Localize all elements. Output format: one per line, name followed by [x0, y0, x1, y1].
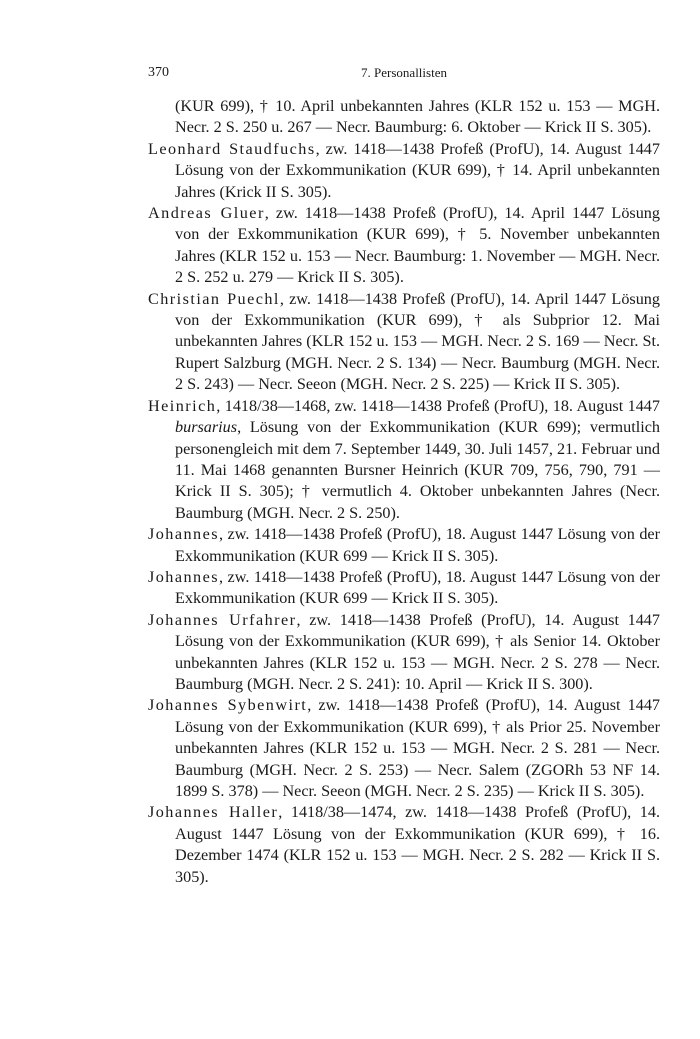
- entry-name: Christian Puechl: [148, 289, 280, 308]
- entry-text: , zw. 1418—1438 Profeß (ProfU), 14. August 1447 Lösung von der Exkommunikation (KUR 699), † 14. April unbekannten Jahres (Krick II S. 305).: [175, 139, 660, 201]
- entry-name: Johannes: [148, 525, 220, 544]
- entry-text: , zw. 1418—1438 Profeß (ProfU), 14. August 1447 Lösung von der Exkommunikation (KUR 699), † als Senior 14. Oktober unbekannten Jahres (KLR 152 u. 153 — MGH. Necr. 2 S. 278 — Necr. Baumburg (MGH. Necr. 2 S. 241): 10. April — Krick II S. 300).: [175, 610, 660, 693]
- continuation-text: (KUR 699), † 10. April unbekannten Jahres (KLR 152 u. 153 — MGH. Necr. 2 S. 250 u. 267 — Necr. Baumburg: 6. Oktober — Krick II S. 305).: [175, 97, 660, 137]
- body-text: [148, 96, 660, 888]
- entry-name: Heinrich: [148, 396, 217, 415]
- entry-text: , zw. 1418—1438 Profeß (ProfU), 14. April 1447 Lösung von der Exkommunikation (KUR 699), † als Subprior 12. Mai unbekannten Jahres (KLR 152 u. 153 — MGH. Necr. 2 S. 169 — Necr. St. Rupert Salzburg (MGH. Necr. 2 S. 134) — Necr. Baumburg (MGH. Necr. 2 S. 243) — Necr. Seeon (MGH. Necr. 2 S. 225) — Krick II S. 305).: [175, 289, 660, 394]
- entry-italic-term: bursarius: [175, 418, 238, 437]
- page-number: 370: [148, 65, 169, 80]
- entry-text: , zw. 1418—1438 Profeß (ProfU), 18. August 1447 Lösung von der Exkommunikation (KUR 699 — Krick II S. 305).: [175, 567, 660, 608]
- page-header: [148, 65, 660, 85]
- entry-name: Johannes Haller: [148, 803, 279, 822]
- entry-name: Johannes Sybenwirt: [148, 696, 308, 715]
- entry-johannes-2: [148, 567, 660, 610]
- continuation-paragraph: [148, 96, 660, 139]
- entry-text-lead: , 1418/38—1468, zw. 1418—1438 Profeß (ProfU), 18. August 1447: [216, 396, 660, 415]
- entry-puechl: [148, 289, 660, 396]
- entry-johannes-1: [148, 524, 660, 567]
- entry-sybenwirt: [148, 695, 660, 802]
- entry-gluer: [148, 203, 660, 289]
- running-title: 7. Personallisten: [361, 65, 447, 80]
- entry-text: , 1418/38—1474, zw. 1418—1438 Profeß (ProfU), 14. August 1447 Lösung von der Exkommunikation (KUR 699), † 16. Dezember 1474 (KLR 152 u. 153 — MGH. Necr. 2 S. 282 — Krick II S. 305).: [175, 803, 660, 886]
- entry-urfahrer: [148, 610, 660, 696]
- entry-name: Johannes: [148, 567, 220, 586]
- entry-name: Leonhard Staudfuchs: [148, 139, 316, 158]
- entry-text: , zw. 1418—1438 Profeß (ProfU), 14. April 1447 Lösung von der Exkommunikation (KUR 699), † 5. November unbekannten Jahres (KLR 152 u. 153 — Necr. Baumburg: 1. November — MGH. Necr. 2 S. 252 u. 279 — Krick II S. 305).: [175, 204, 660, 287]
- entry-text: , zw. 1418—1438 Profeß (ProfU), 18. August 1447 Lösung von der Exkommunikation (KUR 699 — Krick II S. 305).: [175, 525, 660, 565]
- entry-heinrich: [148, 396, 660, 524]
- entry-text: , Lösung von der Exkommunikation (KUR 699); vermutlich personengleich mit dem 7. September 1449, 30. Juli 1457, 21. Februar und 11. Mai 1468 genannten Bursner Heinrich (KUR 709, 756, 790, 791 — Krick II S. 305); † vermutlich 4. Oktober unbekannten Jahres (Necr. Baumburg (MGH. Necr. 2 S. 250).: [175, 418, 660, 522]
- entry-staudfuchs: [148, 139, 660, 203]
- entry-name: Johannes Urfahrer: [148, 610, 297, 629]
- entry-text: , zw. 1418—1438 Profeß (ProfU), 14. August 1447 Lösung von der Exkommunikation (KUR 699), † als Prior 25. November unbekannten Jahres (KLR 152 u. 153 — MGH. Necr. 2 S. 281 — Necr. Baumburg (MGH. Necr. 2 S. 253) — Necr. Salem (ZGORh 53 NF 14. 1899 S. 378) — Necr. Seeon (MGH. Necr. 2 S. 235) — Krick II S. 305).: [175, 696, 661, 800]
- entry-name: Andreas Gluer: [148, 204, 265, 223]
- entry-haller: [148, 802, 660, 888]
